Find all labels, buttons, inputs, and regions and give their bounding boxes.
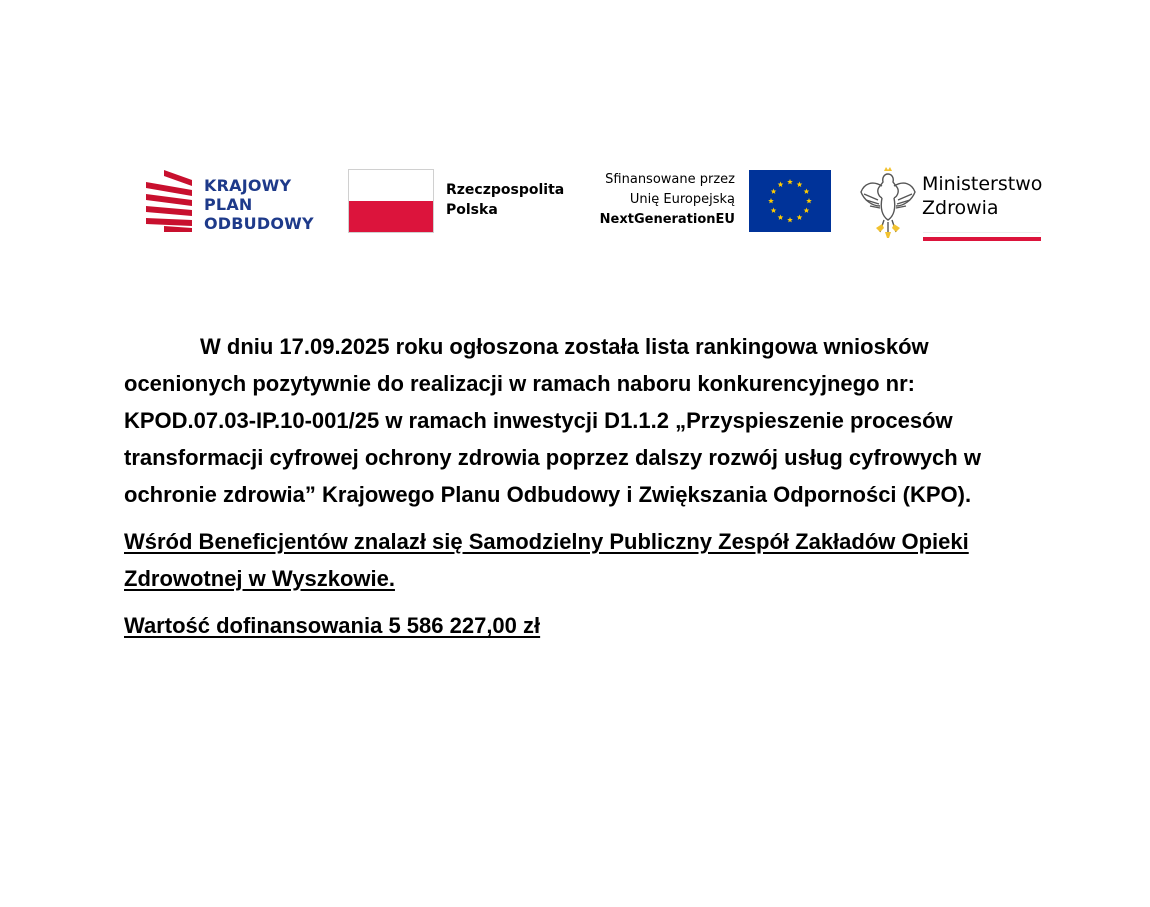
mz-logo-text <box>922 172 1042 220</box>
kpo-logo-mark <box>142 168 198 234</box>
mz-line-1: Ministerstwo <box>922 173 1043 195</box>
mz-line-2: Zdrowia <box>922 197 999 219</box>
announcement-body <box>124 328 1044 654</box>
rp-line-2: Polska <box>446 202 498 218</box>
mz-color-bar <box>923 232 1041 240</box>
announcement-paragraph-1: W dniu 17.09.2025 roku ogłoszona została lista rankingowa wniosków ocenionych pozytywnie do realizacji w ramach naboru konkurencyjnego nr: KPOD.07.03-IP.10-001/25 w ramach inwestycji D1.1.2 „Przyspieszenie procesów transformacji cyfrowej ochrony zdrowia poprzez dalszy rozwój usług cyfrowych w ochronie zdrowia” Krajowego Planu Odbudowy i Zwiększania Odporności (KPO). <box>124 334 981 507</box>
beneficiary-paragraph: Wśród Beneficjentów znalazł się Samodzielny Publiczny Zespół Zakładów Opieki Zdrowotnej w Wyszkowie. <box>124 529 969 591</box>
eu-line-1: Sfinansowane przez <box>605 172 735 187</box>
logo-bar <box>0 0 1150 260</box>
funding-value-paragraph: Wartość dofinansowania 5 586 227,00 zł <box>124 613 541 638</box>
eu-line-3: NextGenerationEU <box>599 212 735 227</box>
eu-line-2: Unię Europejską <box>629 192 735 207</box>
eu-funding-text <box>560 170 735 230</box>
rp-line-1: Rzeczpospolita <box>446 182 565 198</box>
eu-flag-icon <box>749 170 831 232</box>
polish-flag-icon <box>348 169 434 233</box>
kpo-line-1: KRAJOWY <box>204 176 292 195</box>
rp-logo-text <box>446 180 564 220</box>
kpo-logo-text <box>204 176 314 233</box>
kpo-line-2: PLAN <box>204 195 253 214</box>
polish-eagle-icon <box>858 166 918 242</box>
kpo-line-3: ODBUDOWY <box>204 214 314 233</box>
